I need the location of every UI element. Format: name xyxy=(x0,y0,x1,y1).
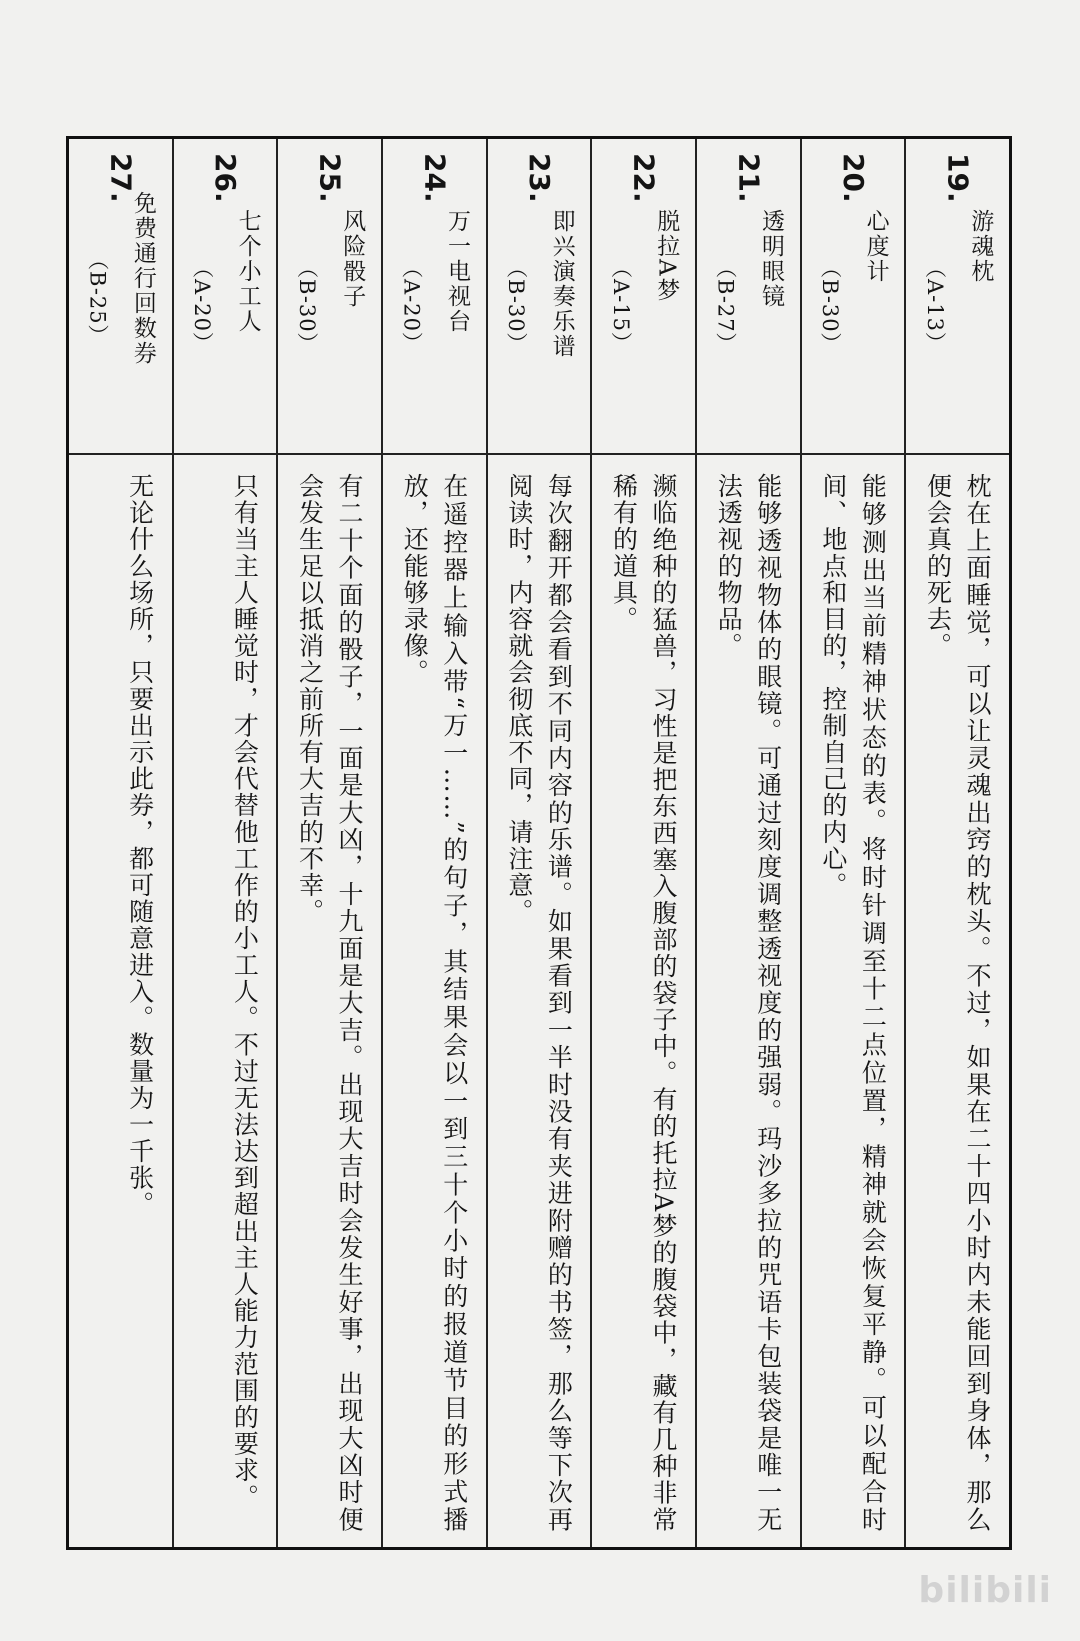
entry-description: 每次翻开都会看到不同内容的乐谱。如果看到一半时没有夹进附赠的书签，那么等下次再阅读时，内容就会彻底不同，请注意。 xyxy=(504,473,574,1533)
entry-name: 万一电视台 xyxy=(443,209,470,334)
entry-number: 23. xyxy=(523,153,557,203)
entry-description: 濒临绝种的猛兽，习性是把东西塞入腹部的袋子中。有的托拉A梦的腹袋中，藏有几种非常稀有的道具。 xyxy=(609,473,679,1533)
entry-code: （B-30） xyxy=(818,257,843,355)
entry-header xyxy=(278,139,381,453)
entry-header xyxy=(174,139,277,453)
entry-name: 七个小工人 xyxy=(234,209,261,334)
entry-column xyxy=(69,139,174,1547)
entry-header xyxy=(383,139,486,453)
entry-number: 26. xyxy=(209,153,242,203)
entry-number: 22. xyxy=(627,153,661,203)
entry-name: 游魂枕 xyxy=(967,209,994,284)
entry-description: 只有当主人睡觉时，才会代替他工作的小工人。不过无法达到超出主人能力范围的要求。 xyxy=(230,473,260,1511)
entry-header xyxy=(697,139,800,453)
entry-name: 即兴演奏乐谱 xyxy=(548,209,575,359)
entry-header xyxy=(592,139,695,453)
entry-name: 免费通行回数券 xyxy=(129,191,156,366)
entry-description: 无论什么场所，只要出示此券，都可随意进入。数量为一千张。 xyxy=(125,473,155,1218)
entry-number: 24. xyxy=(418,153,452,203)
entry-description: 在遥控器上输入带“万一……”的句子，其结果会以一到三十个小时的报道节目的形式播放，还能够录像。 xyxy=(400,473,469,1533)
entry-description: 能够测出当前精神状态的表。将时针调至十二点位置，精神就会恢复平静。可以配合时间、地点和目的，控制自己的内心。 xyxy=(818,473,888,1533)
entry-column xyxy=(278,139,383,1547)
entry-column xyxy=(488,139,593,1547)
entry-number: 20. xyxy=(837,153,871,203)
entry-column xyxy=(802,139,907,1547)
entry-header xyxy=(69,139,172,453)
entry-code: （A-20） xyxy=(190,257,215,354)
entry-code: （A-13） xyxy=(922,257,947,354)
item-table xyxy=(66,136,1012,1550)
entry-code: （B-27） xyxy=(713,257,738,355)
entry-code: （A-20） xyxy=(399,257,424,354)
entry-description: 有二十个面的骰子，一面是大凶，十九面是大吉。出现大吉时会发生好事，出现大凶时便会发生足以抵消之前所有大吉的不幸。 xyxy=(295,473,365,1533)
entry-column xyxy=(174,139,279,1547)
entry-description: 能够透视物体的眼镜。可通过刻度调整透视度的强弱。玛沙多拉的咒语卡包装袋是唯一无法透视的物品。 xyxy=(714,473,783,1533)
entry-header xyxy=(802,139,905,453)
entry-column xyxy=(592,139,697,1547)
entry-column xyxy=(906,139,1009,1547)
entry-code: （B-30） xyxy=(504,257,529,355)
entry-header xyxy=(488,139,591,453)
entry-name: 心度计 xyxy=(862,209,889,284)
entry-code: （A-15） xyxy=(608,257,633,354)
entry-number: 25. xyxy=(313,153,347,203)
entry-column xyxy=(383,139,488,1547)
bilibili-logo: bilibili xyxy=(918,1570,1052,1611)
entry-column xyxy=(697,139,802,1547)
entry-name: 风险骰子 xyxy=(339,209,366,309)
entry-description: 枕在上面睡觉，可以让灵魂出窍的枕头。不过，如果在二十四小时内未能回到身体，那么便会真的死去。 xyxy=(923,473,993,1533)
entry-header xyxy=(906,139,1009,453)
entry-number: 27. xyxy=(104,153,138,203)
entry-name: 脱拉A梦 xyxy=(653,209,680,303)
entry-number: 21. xyxy=(732,153,766,203)
entry-code: （B-30） xyxy=(294,257,319,355)
entry-code: （B-25） xyxy=(85,249,110,347)
entry-name: 透明眼镜 xyxy=(757,209,784,309)
entry-number: 19. xyxy=(941,153,975,203)
